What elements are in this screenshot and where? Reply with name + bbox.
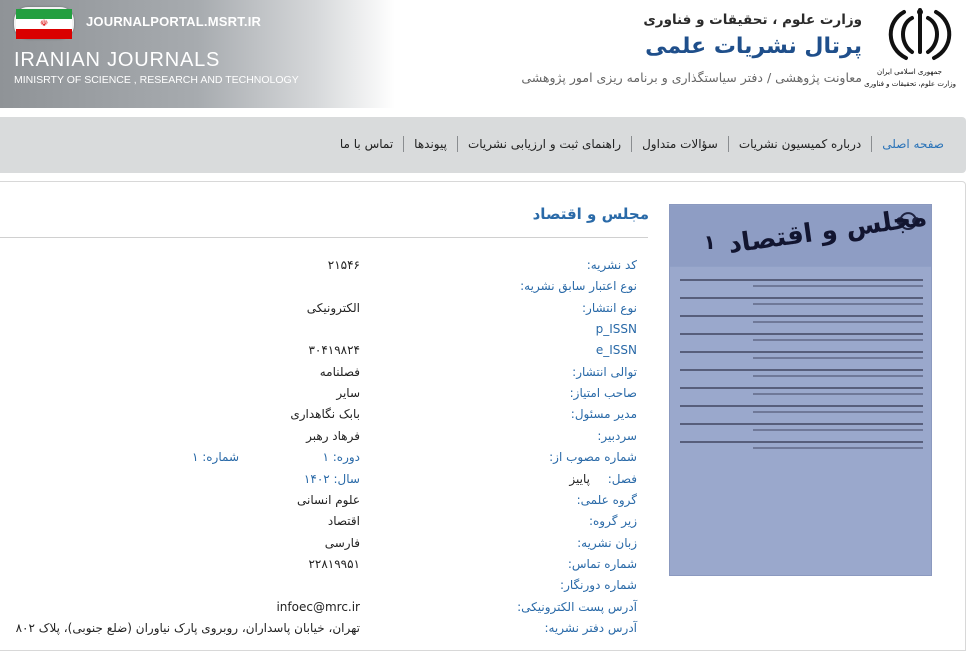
field-value: سایر [336,386,360,400]
cover-text-line [753,303,923,305]
nav-item-4[interactable]: پیوندها [403,136,457,152]
field-value: فصلنامه [319,365,360,379]
svg-text:۱: ۱ [703,230,716,254]
cover-text-line [680,441,923,443]
field-value: ۳۰۴۱۹۸۲۴ [308,343,360,357]
field-label: زبان نشریه: [577,536,637,550]
field-label: آدرس پست الکترونیکی: [517,600,637,614]
field-value: فرهاد رهبر [306,429,360,443]
cover-text-line [680,297,923,299]
svg-text:وزارت علوم، تحقیقات و فناوری: وزارت علوم، تحقیقات و فناوری [864,80,956,88]
nav-item-1[interactable]: درباره کمیسیون نشریات [728,136,871,152]
cover-text-line [680,279,923,281]
title-divider [0,237,648,238]
field-label: سردبیر: [597,429,637,443]
cover-text-line [680,351,923,353]
field-label: نوع انتشار: [581,301,637,315]
cover-text-line [753,321,923,323]
field-extra: سال: ۱۴۰۲ [303,472,360,486]
field-value: ۲۱۵۴۶ [327,258,360,272]
ministry-name: وزارت علوم ، تحقیقات و فناوری [643,12,862,28]
site-subtitle: MINISRTY OF SCIENCE , RESEARCH AND TECHNOLOGY [14,74,299,86]
journal-title: مجلس و اقتصاد [532,205,649,223]
field-value: ۲۲۸۱۹۹۵۱ [308,557,360,571]
cover-text-line [680,423,923,425]
field-label: فصل: [607,472,637,486]
cover-text-line [753,411,923,413]
cover-text-line [753,429,923,431]
svg-text:مجلس و اقتصاد: مجلس و اقتصاد [726,202,929,260]
cover-text-line [753,285,923,287]
cover-text-line [753,447,923,449]
portal-url-link[interactable]: JOURNALPORTAL.MSRT.IR [86,14,262,29]
journal-cover-image [669,204,932,576]
nav-item-5[interactable]: تماس با ما [339,137,394,151]
cover-header-graphic [670,202,931,267]
field-label: p_ISSN [595,322,637,336]
cover-text-line [753,339,923,341]
cover-text-line [753,357,923,359]
header-banner [0,0,395,108]
cover-text-line [680,369,923,371]
ministry-logo-icon[interactable] [864,4,960,96]
field-label: e_ISSN [595,343,637,357]
field-label: صاحب امتیاز: [569,386,637,400]
cover-text-line [753,375,923,377]
field-label: شماره مصوب از: [549,450,637,464]
site-header [0,0,975,108]
cover-text-line [680,387,923,389]
email-link[interactable]: infoec@mrc.ir [276,600,360,614]
cover-text-line [680,405,923,407]
field-label: شماره تماس: [567,557,637,571]
portal-title[interactable]: پرتال نشریات علمی [645,34,862,59]
svg-text:جمهوری اسلامی ایران: جمهوری اسلامی ایران [877,68,942,76]
field-value: دوره: ۱ [322,450,360,464]
field-value: فارسی [324,536,360,550]
nav-item-0[interactable]: صفحه اصلی [871,136,954,152]
field-label: شماره دورنگار: [560,578,637,592]
field-label: گروه علمی: [576,493,637,507]
field-value: اقتصاد [327,514,360,528]
cover-text-line [753,393,923,395]
main-navigation [0,117,966,173]
iran-flag-icon: ☫ [14,7,74,39]
field-value: پاییز [569,472,590,486]
cover-text-line [680,333,923,335]
field-extra: شماره: ۱ [191,450,239,464]
nav-item-2[interactable]: سؤالات متداول [631,136,728,152]
deputy-subtitle: معاونت پژوهشی / دفتر سیاستگذاری و برنامه ریزی امور پژوهشی [521,70,862,85]
field-label: زیر گروه: [588,514,637,528]
field-label: توالی انتشار: [572,365,637,379]
field-value: علوم انسانی [297,493,360,507]
field-value: الکترونیکی [306,301,360,315]
field-value: بابک نگاهداری [290,407,360,421]
nav-item-3[interactable]: راهنمای ثبت و ارزیابی نشریات [457,136,631,152]
field-label: کد نشریه: [586,258,637,272]
cover-text-line [680,315,923,317]
site-title: IRANIAN JOURNALS [14,49,221,71]
field-label: مدیر مسئول: [570,407,637,421]
field-label: نوع اعتبار سابق نشریه: [520,279,637,293]
field-label: آدرس دفتر نشریه: [544,621,637,635]
field-value: تهران، خیابان پاسداران، روبروی پارک نیاوران (ضلع جنوبی)، پلاک ۸۰۲ [15,621,360,635]
